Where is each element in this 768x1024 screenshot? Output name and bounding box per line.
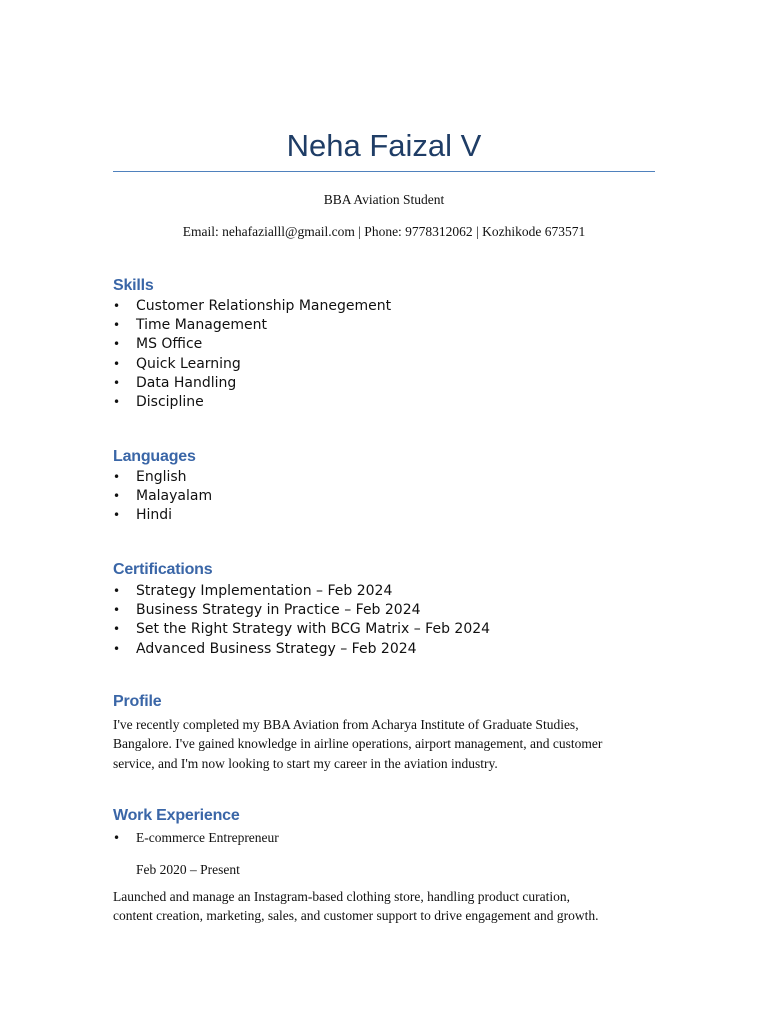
bullet-icon: • — [113, 641, 121, 656]
skills-list — [113, 297, 391, 412]
bullet-icon: • — [113, 299, 121, 313]
text-line: Launched and manage an Instagram-based clothing store, handling product curation, — [113, 889, 570, 904]
text-line: content creation, marketing, sales, and customer support to drive engagement and growth. — [113, 908, 599, 924]
title-underline — [113, 171, 655, 172]
candidate-name: Neha Faizal V — [286, 128, 482, 163]
bullet-icon: • — [113, 603, 121, 618]
work-period: Feb 2020 – Present — [136, 862, 240, 877]
bullet-icon: • — [113, 831, 121, 845]
skills-heading: Skills — [113, 277, 154, 294]
work-role: E-commerce Entrepreneur — [136, 830, 279, 845]
list-item: • Malayalam — [113, 487, 212, 506]
certifications-heading: Certifications — [113, 561, 213, 578]
list-item: • Set the Right Strategy with BCG Matrix – Feb 2024 — [113, 620, 490, 639]
certifications-list — [113, 582, 490, 659]
list-item: • Data Handling — [113, 374, 391, 393]
profile-text — [113, 715, 655, 773]
list-item: • Strategy Implementation – Feb 2024 — [113, 582, 490, 601]
list-item: • English — [113, 468, 212, 487]
text-line: I've recently completed my BBA Aviation from Acharya Institute of Graduate Studies, — [113, 717, 579, 732]
work-description — [113, 887, 655, 926]
bullet-icon: • — [113, 584, 121, 598]
work-heading: Work Experience — [113, 807, 240, 824]
text-line: service, and I'm now looking to start my career in the aviation industry. — [113, 755, 498, 771]
text-line: Bangalore. I've gained knowledge in airline operations, airport management, and customer — [113, 736, 603, 752]
list-item: • Time Management — [113, 316, 391, 335]
bullet-icon: • — [113, 394, 121, 409]
bullet-icon: • — [113, 356, 121, 371]
bullet-icon: • — [113, 318, 121, 333]
bullet-icon: • — [113, 337, 121, 352]
bullet-icon: • — [113, 489, 121, 504]
bullet-icon: • — [113, 375, 121, 390]
languages-list — [113, 468, 212, 526]
list-item: • MS Office — [113, 335, 391, 354]
list-item: • Discipline — [113, 393, 391, 412]
list-item: • Hindi — [113, 506, 212, 525]
list-item: • Advanced Business Strategy – Feb 2024 — [113, 640, 490, 659]
languages-heading: Languages — [113, 448, 196, 465]
bullet-icon: • — [113, 622, 121, 637]
list-item: • Business Strategy in Practice – Feb 2024 — [113, 601, 490, 620]
bullet-icon: • — [113, 470, 121, 484]
candidate-subtitle: BBA Aviation Student — [323, 192, 445, 207]
list-item: • Customer Relationship Manegement — [113, 297, 391, 316]
list-item: • Quick Learning — [113, 355, 391, 374]
bullet-icon: • — [113, 508, 121, 523]
contact-line: Email: nehafazialll@gmail.com | Phone: 9778312062 | Kozhikode 673571 — [182, 224, 586, 239]
profile-heading: Profile — [113, 693, 162, 710]
